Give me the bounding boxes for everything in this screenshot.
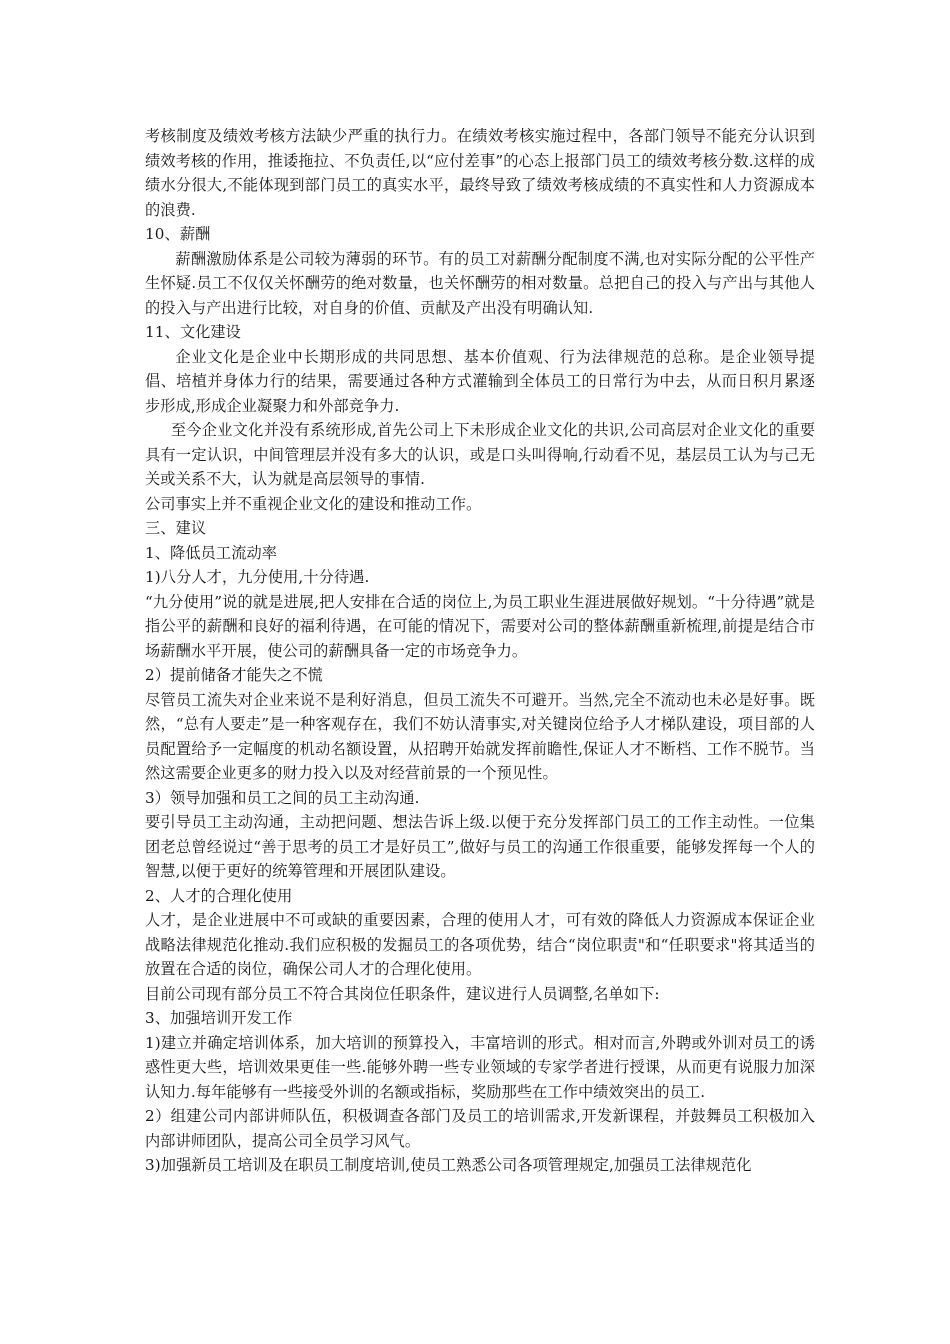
paragraph-communication: 要引导员工主动沟通，主动把问题、想法告诉上级.以便于充分发挥部门员工的工作主动性。一位集团老总曾经说过“善于思考的员工才是好员工”,做好与员工的沟通工作很重要，能够发挥每一个人的智慧,以便于更好的统筹管理和开展团队建设。 — [145, 813, 815, 880]
item-new-staff-training: 3)加强新员工培训及在职员工制度培训,使员工熟悉公司各项管理规定,加强员工法律规范化 — [145, 1156, 752, 1174]
item-communication: 3）领导加强和员工之间的员工主动沟通. — [145, 788, 420, 807]
item-talent-principle: 1)八分人才，九分使用,十分待遇. — [145, 568, 370, 586]
paragraph-staff-adjustment: 目前公司现有部分员工不符合其岗位任职条件，建议进行人员调整,名单如下: — [145, 984, 660, 1003]
paragraph-talent-usage: “九分使用”说的就是进展,把人安排在合适的岗位上,为员工职业生涯进展做好规划。“十分待遇”就是指公平的薪酬和良好的福利待遇，在可能的情况下，需要对公司的整体薪酬重新梳理,前提是结合市场薪酬水平开展，使公司的薪酬具备一定的市场竞争力。 — [145, 592, 815, 660]
paragraph-culture-definition: 企业文化是企业中长期形成的共同思想、基本价值观、行为法律规范的总称。是企业领导提倡、培植并身体力行的结果，需要通过各种方式灌输到全体员工的日常行为中去，从而日积月累逐步形成,形成企业凝聚力和外部竞争力. — [145, 347, 815, 415]
paragraph-culture-conclusion: 公司事实上并不重视企业文化的建设和推动工作。 — [145, 494, 482, 513]
paragraph-rational-use: 人才，是企业进展中不可或缺的重要因素，合理的使用人才，可有效的降低人力资源成本保证企业战略法律规范化推动.我们应积极的发掘员工的各项优势，结合“岗位职责"和“任职要求"将其适当的放置在合适的岗位，确保公司人才的合理化使用。 — [145, 911, 815, 978]
heading-culture: 11、文化建设 — [145, 323, 241, 341]
paragraph-salary: 薪酬激励体系是公司较为薄弱的环节。有的员工对薪酬分配制度不满,也对实际分配的公平性产生怀疑.员工不仅仅关怀酬劳的绝对数量，也关怀酬劳的相对数量。总把自己的投入与产出与其他人的投入与产出进行比较，对自身的价值、贡献及产出没有明确认知. — [145, 249, 815, 317]
paragraph-reserve-talent: 尽管员工流失对企业来说不是利好消息，但员工流失不可避开。当然,完全不流动也未必是好事。既然，“总有人要走”是一种客观存在，我们不妨认清事实,对关键岗位给予人才梯队建设，项目部的人员配置给予一定幅度的机动名额设置，从招聘开始就发挥前瞻性,保证人才不断档、工作不脱节。当然这需要企业更多的财力投入以及对经营前景的一个预见性。 — [145, 690, 815, 782]
heading-salary: 10、薪酬 — [145, 225, 211, 243]
heading-reduce-turnover: 1、降低员工流动率 — [145, 543, 278, 562]
item-internal-trainers: 2）组建公司内部讲师队伍，积极调查各部门及员工的培训需求,开发新课程，并鼓舞员工积极加入内部讲师团队，提高公司全员学习风气。 — [145, 1107, 815, 1150]
item-training-system: 1)建立并确定培训体系，加大培训的预算投入，丰富培训的形式。相对而言,外聘或外训对员工的诱惑性更大些，培训效果更佳一些.能够外聘一些专业领域的专家学者进行授课，从而更有说服力加深认知力.每年能够有一些接受外训的名额或指标，奖励那些在工作中绩效突出的员工. — [145, 1033, 815, 1101]
heading-training: 3、加强培训开发工作 — [145, 1009, 293, 1027]
heading-rational-use: 2、人才的合理化使用 — [145, 886, 293, 905]
heading-suggestions: 三、建议 — [145, 519, 207, 537]
paragraph-performance-continued: 考核制度及绩效考核方法缺少严重的执行力。在绩效考核实施过程中，各部门领导不能充分认识到绩效考核的作用，推诿拖拉、不负责任,以“应付差事”的心态上报部门员工的绩效考核分数.这样的成绩水分很大,不能体现到部门员工的真实水平，最终导致了绩效考核成绩的不真实性和人力资源成本的浪费. — [145, 127, 815, 219]
item-reserve-talent: 2）提前储备才能失之不慌 — [145, 666, 323, 684]
paragraph-culture-status: 至今企业文化并没有系统形成,首先公司上下未形成企业文化的共识,公司高层对企业文化的重要具有一定认识，中间管理层并没有多大的认识，或是口头叫得响,行动看不见，基层员工认为与己无关或关系不大，认为就是高层领导的事情. — [145, 421, 815, 488]
document-page — [145, 124, 815, 1178]
